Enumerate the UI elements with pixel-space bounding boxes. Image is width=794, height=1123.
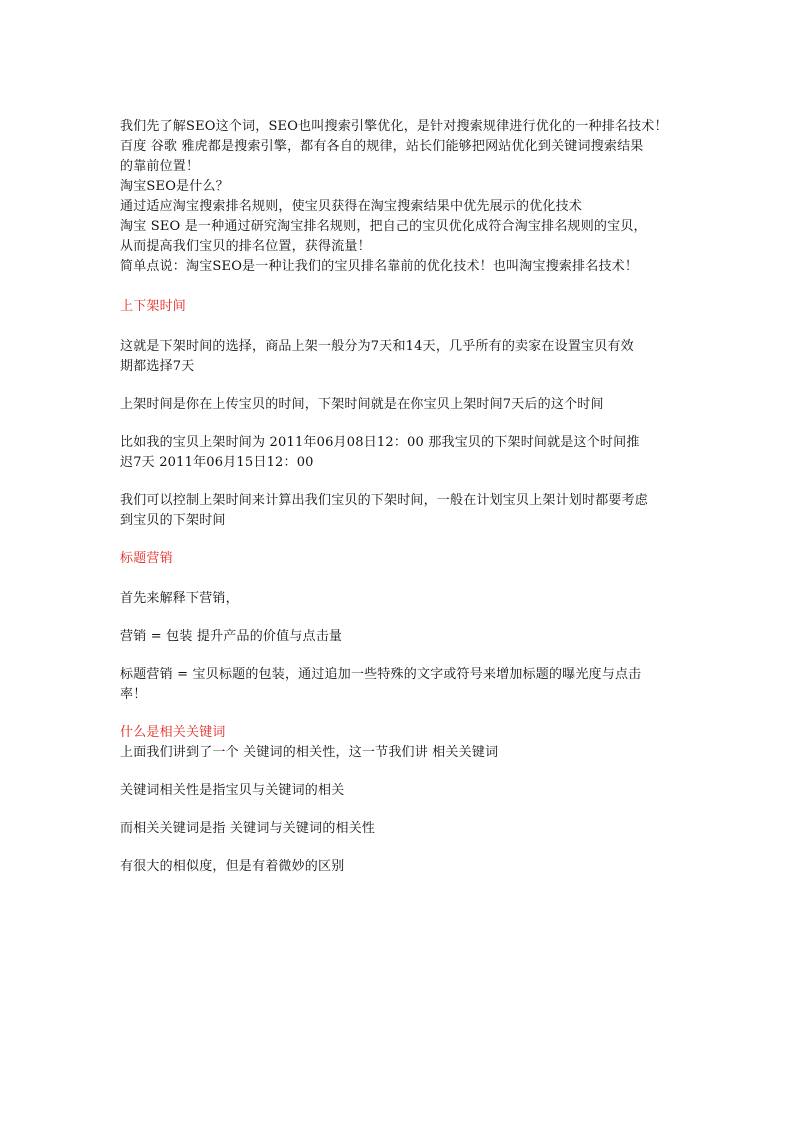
- spacer: [120, 839, 676, 857]
- spacer: [120, 763, 676, 781]
- paragraph-line: 这就是下架时间的选择，商品上架一般分为7天和14天，几乎所有的卖家在设置宝贝有效: [120, 339, 634, 354]
- spacer: [120, 609, 676, 627]
- spacer: [120, 801, 676, 819]
- spacer: [120, 705, 676, 723]
- section2-paragraph: [120, 589, 676, 609]
- section3-paragraph: [120, 743, 676, 763]
- intro-line: 简单点说：淘宝SEO是一种让我们的宝贝排名靠前的优化技术！也叫淘宝搜索排名技术！: [120, 259, 639, 274]
- section-heading-title-marketing: 标题营销: [120, 551, 173, 566]
- section3-paragraph: [120, 857, 676, 877]
- intro-line: 通过适应淘宝搜索排名规则，使宝贝获得在淘宝搜索结果中优先展示的优化技术: [120, 199, 583, 214]
- spacer: [120, 317, 676, 337]
- paragraph-line: 到宝贝的下架时间: [120, 513, 226, 528]
- spacer: [120, 531, 676, 549]
- intro-line: 淘宝SEO是什么？: [120, 179, 229, 194]
- paragraph-line: 有很大的相似度，但是有着微妙的区别: [120, 859, 345, 874]
- section2-paragraph: [120, 665, 676, 705]
- section1-paragraph: [120, 491, 676, 531]
- intro-paragraph: [120, 117, 676, 277]
- section-heading-related-keywords: 什么是相关关键词: [120, 725, 226, 740]
- section2-paragraph: [120, 627, 676, 647]
- intro-line: 我们先了解SEO这个词，SEO也叫搜索引擎优化，是针对搜索规律进行优化的一种排名技术！: [120, 119, 668, 134]
- paragraph-line: 上架时间是你在上传宝贝的时间，下架时间就是在你宝贝上架时间7天后的这个时间: [120, 397, 604, 412]
- paragraph-line: 标题营销 = 宝贝标题的包装，通过追加一些特殊的文字或符号来增加标题的曝光度与点击: [120, 667, 642, 682]
- section1-paragraph: [120, 395, 676, 415]
- paragraph-line: 首先来解释下营销，: [120, 591, 239, 606]
- intro-line: 的靠前位置！: [120, 159, 200, 174]
- intro-line: 淘宝 SEO 是一种通过研究淘宝排名规则，把自己的宝贝优化成符合淘宝排名规则的宝贝，: [120, 219, 647, 234]
- intro-line: 百度 谷歌 雅虎都是搜索引擎，都有各自的规律，站长们能够把网站优化到关键词搜索结果: [120, 139, 644, 154]
- spacer: [120, 415, 676, 433]
- paragraph-line: 上面我们讲到了一个 关键词的相关性，这一节我们讲 相关关键词: [120, 745, 499, 760]
- document-body: [120, 117, 676, 877]
- section1-paragraph: [120, 337, 676, 377]
- section-heading-listing-time: 上下架时间: [120, 299, 187, 314]
- spacer: [120, 569, 676, 589]
- spacer: [120, 473, 676, 491]
- paragraph-line: 关键词相关性是指宝贝与关键词的相关: [120, 783, 345, 798]
- section3-paragraph: [120, 819, 676, 839]
- intro-line: 从而提高我们宝贝的排名位置，获得流量！: [120, 239, 371, 254]
- paragraph-line: 率！: [120, 687, 147, 702]
- paragraph-line: 迟7天 2011年06月15日12：00: [120, 455, 314, 470]
- section3-paragraph: [120, 781, 676, 801]
- spacer: [120, 277, 676, 297]
- paragraph-line: 期都选择7天: [120, 359, 195, 374]
- paragraph-line: 营销 = 包装 提升产品的价值与点击量: [120, 629, 343, 644]
- paragraph-line: 比如我的宝贝上架时间为 2011年06月08日12：00 那我宝贝的下架时间就是这个时间推: [120, 435, 640, 450]
- paragraph-line: 而相关关键词是指 关键词与关键词的相关性: [120, 821, 376, 836]
- section1-paragraph: [120, 433, 676, 473]
- paragraph-line: 我们可以控制上架时间来计算出我们宝贝的下架时间，一般在计划宝贝上架计划时都要考虑: [120, 493, 649, 508]
- spacer: [120, 377, 676, 395]
- spacer: [120, 647, 676, 665]
